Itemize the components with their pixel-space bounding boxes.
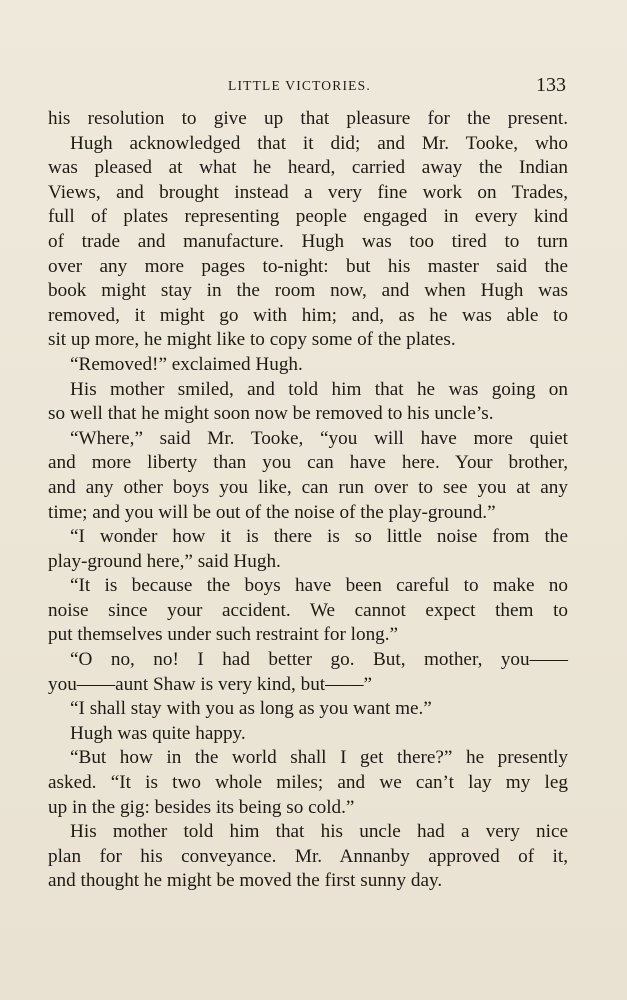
text-line: up in the gig: besides its being so cold.” xyxy=(48,796,355,818)
text-line: full of plates representing people engaged in every kind xyxy=(48,206,568,228)
text-line: was pleased at what he heard, carried away the Indian xyxy=(48,157,568,179)
text-line: book might stay in the room now, and when Hugh was xyxy=(48,280,568,302)
text-line: over any more pages to-night: but his master said the xyxy=(48,255,568,277)
text-line: put themselves under such restraint for long.” xyxy=(48,624,399,646)
text-line: “I wonder how it is there is so little noise from the xyxy=(70,526,568,548)
text-line: removed, it might go with him; and, as he was able to xyxy=(48,304,568,326)
text-line: time; and you will be out of the noise of the play-ground.” xyxy=(48,501,496,523)
text-line: his resolution to give up that pleasure for the present. xyxy=(48,108,568,129)
body-text xyxy=(48,107,568,894)
text-line: noise since your accident. We cannot expect them to xyxy=(48,599,568,621)
text-line: plan for his conveyance. Mr. Annanby approved of it, xyxy=(48,845,568,867)
running-header xyxy=(48,74,566,98)
text-line: “Where,” said Mr. Tooke, “you will have more quiet xyxy=(70,427,568,449)
text-line: “I shall stay with you as long as you want me.” xyxy=(70,698,432,720)
text-line: asked. “It is two whole miles; and we can’t lay my leg xyxy=(48,772,568,794)
text-line: of trade and manufacture. Hugh was too tired to turn xyxy=(48,230,568,252)
text-line: His mother told him that his uncle had a very nice xyxy=(70,821,568,843)
text-line: so well that he might soon now be removed to his uncle’s. xyxy=(48,403,494,425)
text-line: Hugh acknowledged that it did; and Mr. Tooke, who xyxy=(70,132,568,154)
text-line: His mother smiled, and told him that he was going on xyxy=(70,378,568,400)
text-line: and more liberty than you can have here. Your brother, xyxy=(48,452,568,474)
text-line: play-ground here,” said Hugh. xyxy=(48,550,281,572)
text-line: “But how in the world shall I get there?” he presently xyxy=(70,747,568,769)
page-number: 133 xyxy=(536,74,566,96)
running-title: LITTLE VICTORIES. xyxy=(228,78,371,93)
text-line: “It is because the boys have been careful to make no xyxy=(70,575,568,597)
text-line: and any other boys you like, can run over to see you at any xyxy=(48,476,568,498)
text-line: you——aunt Shaw is very kind, but——” xyxy=(48,673,373,695)
text-line: “Removed!” exclaimed Hugh. xyxy=(70,353,303,375)
text-line: Views, and brought instead a very fine work on Trades, xyxy=(48,181,568,203)
text-line: sit up more, he might like to copy some of the plates. xyxy=(48,329,456,351)
text-line: Hugh was quite happy. xyxy=(70,722,246,744)
text-line: and thought he might be moved the first sunny day. xyxy=(48,870,443,892)
text-line: “O no, no! I had better go. But, mother, you—— xyxy=(70,649,568,671)
